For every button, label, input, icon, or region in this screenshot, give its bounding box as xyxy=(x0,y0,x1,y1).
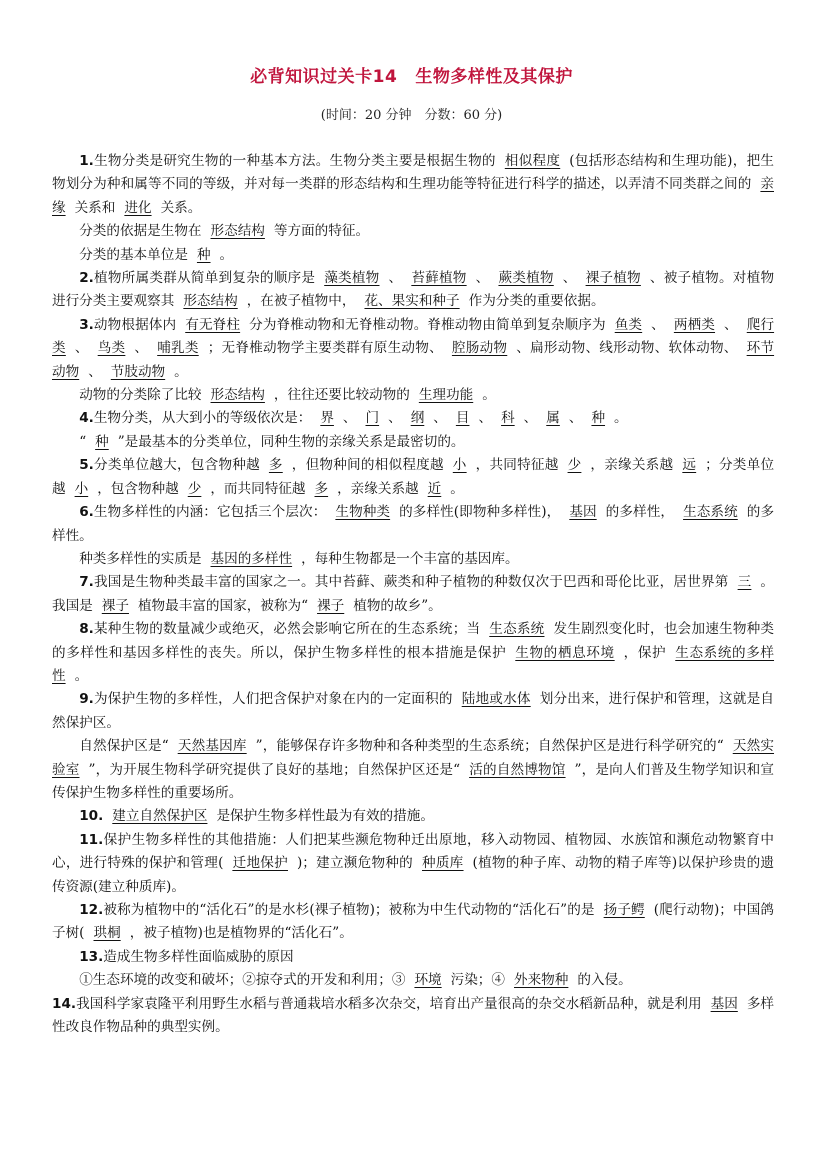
answer-blank: 活的自然博物馆 xyxy=(469,761,566,778)
answer-blank: 花、果实和种子 xyxy=(364,293,460,310)
question-13-reasons xyxy=(52,969,774,992)
answer-blank: 基因 xyxy=(569,504,597,521)
separator: 、 xyxy=(388,410,402,427)
question-9 xyxy=(52,688,774,735)
answer-blank: 多 xyxy=(314,480,329,497)
text: ；分类单位越 xyxy=(52,457,775,497)
answer-blank: 基因 xyxy=(710,995,738,1012)
question-number: 12. xyxy=(79,902,104,918)
separator: 、 xyxy=(88,363,102,380)
answer-blank: 迁地保护 xyxy=(232,855,288,872)
text: 分类单位越大，包含物种越 xyxy=(93,457,260,474)
text: 植物最丰富的国家，被称为“ xyxy=(137,597,309,614)
separator: 、 xyxy=(523,410,538,427)
separator: 、 xyxy=(562,270,577,287)
answer-blank: 界 xyxy=(320,410,334,427)
answer-blank: 进化 xyxy=(124,199,152,216)
separator: 、 xyxy=(568,410,583,427)
text: ，共同特征越 xyxy=(475,457,559,474)
question-5 xyxy=(52,454,774,501)
text: 。 xyxy=(74,667,89,684)
answer-blank: 两栖类 xyxy=(673,316,716,333)
answer-blank: 苔藓植物 xyxy=(411,270,467,287)
question-number: 13. xyxy=(79,948,104,965)
question-4 xyxy=(52,407,774,430)
answer-blank: 种 xyxy=(196,246,211,263)
answer-blank: 珙桐 xyxy=(93,925,121,942)
separator: 、 xyxy=(74,340,89,357)
answer-blank: 天然实验室 xyxy=(52,738,775,778)
page-title xyxy=(0,62,823,87)
answer-blank: 门 xyxy=(365,410,380,427)
question-12 xyxy=(52,899,774,946)
text: 的多样性。 xyxy=(52,504,775,544)
question-number: 8. xyxy=(79,621,94,638)
question-8 xyxy=(52,618,774,688)
text: ，往往还要比较动物的 xyxy=(273,387,410,404)
answer-blank: 哺乳类 xyxy=(157,340,199,357)
answer-blank: 少 xyxy=(187,480,202,497)
text: 。我国是 xyxy=(52,574,774,614)
text: 动物的分类除了比较 xyxy=(79,387,202,404)
answer-blank: 裸子植物 xyxy=(585,270,641,287)
answer-blank: 生理功能 xyxy=(418,387,474,404)
question-13 xyxy=(52,946,774,969)
text: 多样性改良作物品种的典型实例。 xyxy=(52,995,775,1036)
text: 生物多样性的内涵：它包括三个层次： xyxy=(93,504,327,521)
answer-blank: 天然基因库 xyxy=(177,738,247,755)
text: ；无脊椎动物学主要类群有原生动物、 xyxy=(207,340,443,357)
answer-blank: 小 xyxy=(452,457,467,474)
answer-blank: 形态结构 xyxy=(210,223,265,240)
answer-blank: 鱼类 xyxy=(614,316,643,333)
text: 、被子植物。对植物进行分类主要观察其 xyxy=(52,270,775,310)
question-2 xyxy=(52,267,774,314)
text: 划分出来，进行保护和管理，这就是自然保护区。 xyxy=(52,691,775,731)
answer-blank: 相似程度 xyxy=(504,153,561,169)
text: ，在被子植物中， xyxy=(246,293,356,310)
answer-blank: 有无脊柱 xyxy=(185,316,241,333)
answer-blank: 陆地或水体 xyxy=(461,691,531,708)
separator: 、 xyxy=(478,410,493,427)
separator: 、 xyxy=(651,316,665,333)
text: ”，是向人们普及生物学知识和宣传保护生物多样性的重要场所。 xyxy=(52,761,775,801)
answer-blank: 纲 xyxy=(410,410,425,427)
answer-blank: 近 xyxy=(427,480,442,497)
question-1 xyxy=(52,150,774,220)
text: 分类的依据是生物在 xyxy=(79,223,202,240)
answer-blank: 鸟类 xyxy=(97,340,126,357)
text: 、扁形动物、线形动物、软体动物、 xyxy=(516,340,738,357)
question-1-basis xyxy=(52,220,774,243)
answer-blank: 基因的多样性 xyxy=(210,550,293,567)
text: )；建立濒危物种的 xyxy=(296,855,413,872)
text: 。 xyxy=(219,246,234,263)
answer-blank: 三 xyxy=(737,574,752,591)
question-number: 14. xyxy=(52,995,77,1012)
text: 为保护生物的多样性，人们把含保护对象在内的一定面积的 xyxy=(93,691,453,708)
question-7 xyxy=(52,571,774,618)
separator: 、 xyxy=(388,270,403,287)
answer-blank: 裸子 xyxy=(317,597,345,614)
answer-blank: 属 xyxy=(546,410,560,427)
answer-blank: 建立自然保护区 xyxy=(112,808,208,825)
text: (爬行动物)；中国鸽子树( xyxy=(52,902,775,942)
text: (植物的种子库、动物的精子库等)以保护珍贵的遗传资源(建立种质库)。 xyxy=(52,855,775,895)
answer-blank: 环节动物 xyxy=(52,340,775,380)
text: 。 xyxy=(482,387,496,404)
answer-blank: 科 xyxy=(501,410,515,427)
text: 分为脊椎动物和无脊椎动物。脊椎动物由简单到复杂顺序为 xyxy=(249,316,606,333)
question-3-compare xyxy=(52,384,774,407)
text: 造成生物多样性面临威胁的原因 xyxy=(103,948,294,965)
separator: 、 xyxy=(475,270,490,287)
question-number: 5. xyxy=(79,457,94,474)
answer-blank: 生态系统 xyxy=(489,621,545,638)
answer-blank: 腔肠动物 xyxy=(451,340,508,357)
question-number: 10. xyxy=(79,808,104,825)
subtitle: (时间：20 分钟 分数：60 分) xyxy=(320,108,503,123)
answer-blank: 生物种类 xyxy=(335,504,391,521)
question-number: 7. xyxy=(79,574,94,591)
text: ，被子植物)也是植物界的“活化石”。 xyxy=(129,925,353,942)
answer-blank: 形态结构 xyxy=(183,293,238,310)
answer-blank: 环境 xyxy=(414,972,442,989)
question-10 xyxy=(52,805,774,828)
text: 保护生物多样性的其他措施：人们把某些濒危物种迁出原地，移入动物园、植物园、水族馆和濒危动物繁育中心，进行特殊的保护和管理( xyxy=(52,831,774,872)
text: 我国科学家袁隆平利用野生水稻与普通栽培水稻多次杂交，培育出产量很高的杂交水稻新品种，就是利用 xyxy=(76,995,702,1012)
text: 被称为植物中的“活化石”的是水杉(裸子植物)；被称为中生代动物的“活化石”的是 xyxy=(103,902,595,918)
text: ，亲缘关系越 xyxy=(337,480,419,497)
question-number: 9. xyxy=(79,691,94,708)
question-1-unit xyxy=(52,244,774,267)
text: 。 xyxy=(174,363,188,380)
text: 污染；④ xyxy=(450,972,505,989)
text: ”，为开展生物科学研究提供了良好的基地；自然保护区还是“ xyxy=(88,761,461,778)
answer-blank: 扬子鳄 xyxy=(603,902,645,918)
text: (包括形态结构和生理功能)，把生物划分为种和属等不同的等级，并对每一类群的形态结构和生理功能等特征进行科学的描述，以弄清不同类群之间的 xyxy=(52,153,775,193)
text: ，但物种间的相似程度越 xyxy=(291,457,444,474)
answer-blank: 外来物种 xyxy=(514,972,569,989)
text: 作为分类的重要依据。 xyxy=(468,293,605,310)
text: 的多样性， xyxy=(605,504,675,521)
separator: 、 xyxy=(134,340,149,357)
question-11 xyxy=(52,829,774,899)
answer-blank: 裸子 xyxy=(101,597,129,614)
question-9-reserve xyxy=(52,735,774,805)
answer-blank: 小 xyxy=(74,480,89,497)
text: 发生剧烈变化时，也会加速生物种类的多样性和基因多样性的丧失。所以，保护生物多样性的根本措施是保护 xyxy=(52,621,775,661)
separator: 、 xyxy=(724,316,738,333)
title-part-1: 必背知识过关卡14 xyxy=(250,67,398,87)
text: 生物分类，从大到小的等级依次是： xyxy=(93,410,312,427)
text: 植物的故乡”。 xyxy=(353,597,442,614)
text: 等方面的特征。 xyxy=(273,223,370,240)
answer-blank: 少 xyxy=(567,457,582,474)
text: 是保护生物多样性最为有效的措施。 xyxy=(216,808,434,825)
question-6-essence xyxy=(52,548,774,571)
text: ”是最基本的分类单位，同种生物的亲缘关系是最密切的。 xyxy=(117,433,465,450)
text: “ xyxy=(79,433,87,450)
text: ，每种生物都是一个丰富的基因库。 xyxy=(301,550,519,567)
text: 我国是生物种类最丰富的国家之一。其中苔藓、蕨类和种子植物的种数仅次于巴西和哥伦比亚，居世界第 xyxy=(93,574,729,591)
question-number: 4. xyxy=(79,410,94,427)
answer-blank: 生态系统 xyxy=(683,504,738,521)
text: 自然保护区是“ xyxy=(79,738,169,755)
answer-blank: 远 xyxy=(682,457,697,474)
text: 。 xyxy=(614,410,628,427)
answer-blank: 生态系统的多样性 xyxy=(52,644,775,684)
separator: 、 xyxy=(342,410,357,427)
question-number: 6. xyxy=(79,504,94,521)
text: 动物根据体内 xyxy=(93,316,177,333)
question-number: 3. xyxy=(79,316,94,333)
answer-blank: 亲缘 xyxy=(52,176,774,216)
question-number: 1. xyxy=(79,153,94,169)
text: 的入侵。 xyxy=(577,972,632,989)
text: ”，能够保存许多物种和各种类型的生态系统；自然保护区是进行科学研究的“ xyxy=(255,738,724,755)
text: 种类多样性的实质是 xyxy=(79,550,202,567)
answer-blank: 生物的栖息环境 xyxy=(515,644,615,661)
answer-blank: 形态结构 xyxy=(210,387,265,404)
text: ①生态环境的改变和破坏；②掠夺式的开发和利用；③ xyxy=(79,972,406,989)
question-14 xyxy=(52,993,774,1040)
text: ，亲缘关系越 xyxy=(590,457,674,474)
answer-blank: 多 xyxy=(268,457,283,474)
answer-blank: 藻类植物 xyxy=(324,270,380,287)
question-number: 2. xyxy=(79,270,94,287)
text: ，包含物种越 xyxy=(97,480,179,497)
separator: 、 xyxy=(433,410,447,427)
text: 某种生物的数量减少或绝灭，必然会影响它所在的生态系统；当 xyxy=(93,621,481,638)
text: ，保护 xyxy=(623,644,667,661)
text: 生物分类是研究生物的一种基本方法。生物分类主要是根据生物的 xyxy=(93,153,496,169)
answer-blank: 种 xyxy=(95,433,109,450)
question-number: 11. xyxy=(79,831,104,848)
question-4-species xyxy=(52,431,774,454)
answer-blank: 种质库 xyxy=(422,855,464,872)
answer-blank: 目 xyxy=(455,410,470,427)
text: 分类的基本单位是 xyxy=(79,246,188,263)
worksheet-content xyxy=(52,150,774,1039)
question-6 xyxy=(52,501,774,548)
text: 植物所属类群从简单到复杂的顺序是 xyxy=(93,270,316,287)
question-3 xyxy=(52,314,774,384)
answer-blank: 蕨类植物 xyxy=(498,270,554,287)
text: 。 xyxy=(450,480,464,497)
text: 关系和 xyxy=(74,199,116,216)
text: 关系。 xyxy=(160,199,202,216)
answer-blank: 节肢动物 xyxy=(110,363,166,380)
answer-blank: 种 xyxy=(591,410,606,427)
text: ，而共同特征越 xyxy=(210,480,306,497)
text: 的多样性(即物种多样性)， xyxy=(399,504,561,521)
title-part-2: 生物多样性及其保护 xyxy=(415,67,573,87)
answer-blank: 爬行类 xyxy=(52,316,775,357)
